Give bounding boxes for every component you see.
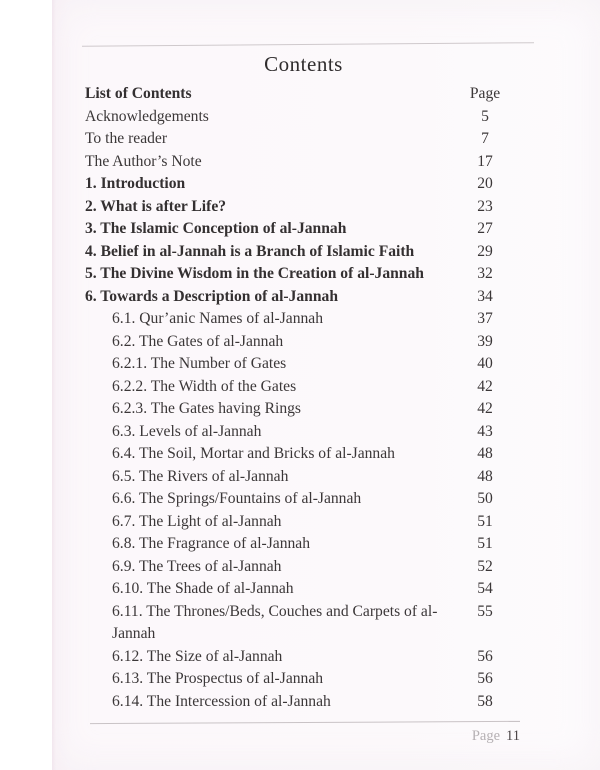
toc-entry-page: 56	[477, 670, 493, 687]
toc-entry-page: 55	[477, 602, 493, 620]
toc-entry-page: 27	[477, 220, 493, 237]
toc-header-label: List of Contents	[85, 85, 192, 102]
toc-row	[85, 218, 522, 241]
toc-row	[85, 353, 522, 376]
footer-page-number: 11	[506, 728, 520, 744]
toc-row	[85, 286, 522, 309]
toc-row	[85, 376, 522, 399]
toc-entry-label: 6.11. The Thrones/Beds, Couches and Carpets of al-Jannah	[112, 602, 438, 642]
toc-entry-page: 40	[477, 355, 493, 372]
toc-entry-label: The Author’s Note	[85, 152, 202, 170]
toc-row	[85, 646, 522, 669]
toc-entry-page: 39	[477, 332, 493, 350]
toc-entry-label: 6.4. The Soil, Mortar and Bricks of al-Jannah	[112, 445, 395, 462]
toc-page-column-header: Page	[469, 85, 501, 102]
page-footer	[52, 727, 520, 745]
toc-entry-page: 7	[481, 130, 489, 147]
toc-entry-label: 6.5. The Rivers of al-Jannah	[112, 467, 289, 485]
toc-entry-label: Acknowledgements	[85, 107, 209, 125]
toc-row	[85, 578, 522, 601]
toc-row	[85, 398, 522, 421]
toc-entry-page: 48	[477, 445, 493, 462]
toc-row	[85, 601, 522, 646]
toc-entry-label: 5. The Divine Wisdom in the Creation of al-Jannah	[85, 265, 424, 282]
toc-entry-label: 6.13. The Prospectus of al-Jannah	[112, 670, 324, 687]
toc-entry-page: 48	[477, 467, 493, 485]
toc-entry-page: 20	[477, 175, 493, 192]
toc-entry-page: 5	[481, 107, 489, 125]
toc-entry-page: 51	[477, 512, 493, 530]
toc-row	[85, 151, 522, 174]
toc-entry-label: 6.2.3. The Gates having Rings	[112, 400, 301, 417]
toc-entry-page: 58	[477, 692, 493, 710]
toc-row	[85, 668, 522, 691]
toc-row	[85, 691, 522, 714]
toc-entry-label: 6.1. Qur’anic Names of al-Jannah	[112, 310, 324, 327]
toc-entry-label: 2. What is after Life?	[85, 197, 227, 215]
toc-entry-page: 51	[477, 535, 493, 552]
toc-entry-label: 6.9. The Trees of al-Jannah	[112, 557, 282, 575]
toc-row	[85, 241, 522, 264]
page-title: Contents	[264, 52, 343, 76]
toc-entry-page: 42	[477, 377, 493, 395]
toc-entry-label: 4. Belief in al-Jannah is a Branch of Islamic Faith	[85, 242, 415, 260]
toc-row	[85, 331, 522, 354]
book-page	[52, 0, 600, 770]
toc-entry-label: 6.6. The Springs/Fountains of al-Jannah	[112, 490, 362, 507]
toc-row	[85, 128, 522, 151]
toc-entry-page: 17	[477, 152, 493, 170]
toc-entry-page: 43	[477, 422, 493, 440]
toc-entry-page: 29	[477, 242, 493, 260]
toc-row	[85, 466, 522, 489]
toc-entry-label: 6.10. The Shade of al-Jannah	[112, 580, 294, 597]
toc-row	[85, 533, 522, 556]
toc-row	[85, 421, 522, 444]
toc-header-row	[85, 83, 522, 106]
toc-entry-label: 6.3. Levels of al-Jannah	[112, 422, 262, 440]
toc-entry-page: 32	[477, 265, 493, 282]
toc-entry-label: To the reader	[85, 130, 168, 147]
toc-entry-page: 42	[477, 400, 493, 417]
toc-entry-page: 37	[477, 310, 493, 327]
toc-row	[85, 556, 522, 579]
toc-entry-page: 23	[477, 197, 493, 215]
toc-row	[85, 308, 522, 331]
toc-row	[85, 173, 522, 196]
toc-entry-label: 6.2.2. The Width of the Gates	[112, 377, 297, 395]
toc-entry-label: 3. The Islamic Conception of al-Jannah	[85, 220, 347, 237]
toc-entry-page: 54	[477, 580, 493, 597]
toc-entry-page: 34	[477, 287, 493, 305]
toc-list	[52, 83, 600, 713]
toc-row	[85, 443, 522, 466]
toc-entry-label: 1. Introduction	[85, 175, 186, 192]
toc-entry-label: 6.2.1. The Number of Gates	[112, 355, 287, 372]
toc-row	[85, 488, 522, 511]
toc-entry-label: 6.14. The Intercession of al-Jannah	[112, 692, 331, 710]
toc-row	[85, 263, 522, 286]
toc-entry-label: 6.7. The Light of al-Jannah	[112, 512, 282, 530]
toc-entry-label: 6.12. The Size of al-Jannah	[112, 647, 283, 665]
toc-row	[85, 511, 522, 534]
toc-row	[85, 196, 522, 219]
page-content	[52, 0, 600, 770]
toc-entry-label: 6.2. The Gates of al-Jannah	[112, 332, 284, 350]
toc-entry-label: 6. Towards a Description of al-Jannah	[85, 287, 339, 305]
toc-entry-page: 50	[477, 490, 493, 507]
footer-page-label: Page	[471, 728, 501, 744]
toc-entry-label: 6.8. The Fragrance of al-Jannah	[112, 535, 311, 552]
toc-entry-page: 52	[477, 557, 493, 575]
toc-row	[85, 106, 522, 129]
toc-entry-page: 56	[477, 647, 493, 665]
